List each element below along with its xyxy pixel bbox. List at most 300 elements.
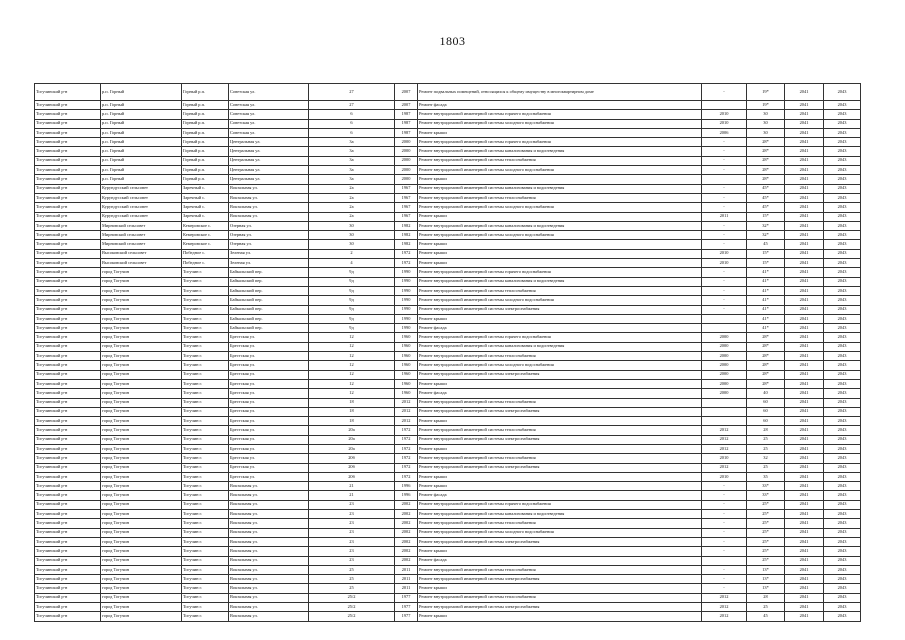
cell-build-year: 1972: [395, 463, 418, 472]
cell-work-type: Ремонт внутридомовой инженерной системы канализования и водоотведения: [418, 342, 702, 351]
cell-work-type: Ремонт внутридомовой инженерной системы теплоснабжения: [418, 593, 702, 602]
cell-plan-end-year: 2043: [824, 584, 861, 593]
table-row: [35, 556, 861, 565]
table-row: [35, 305, 861, 314]
cell-district: Тогучинский р-н: [35, 193, 101, 202]
cell-wear-percent: 19*: [747, 101, 785, 110]
cell-build-year: 1967: [395, 203, 418, 212]
cell-municipality: р.п. Горный: [101, 128, 182, 137]
cell-wear-percent: 28*: [747, 147, 785, 156]
cell-plan-end-year: 2043: [824, 417, 861, 426]
cell-build-year: 1960: [395, 389, 418, 398]
cell-settlement: Тогучин г.: [182, 342, 229, 351]
cell-district: Тогучинский р-н: [35, 277, 101, 286]
cell-wear-percent: 25: [747, 603, 785, 612]
cell-last-repair-year: -: [702, 547, 747, 556]
table-row: [35, 565, 861, 574]
cell-build-year: 1960: [395, 333, 418, 342]
cell-municipality: р.п. Горный: [101, 175, 182, 184]
cell-wear-percent: 25*: [747, 547, 785, 556]
cell-district: Тогучинский р-н: [35, 482, 101, 491]
cell-build-year: 2012: [395, 407, 418, 416]
cell-district: Тогучинский р-н: [35, 184, 101, 193]
cell-work-type: Ремонт внутридомовой инженерной системы теплоснабжения: [418, 454, 702, 463]
cell-municipality: город Тогучин: [101, 314, 182, 323]
cell-municipality: Высоковский сельсовет: [101, 249, 182, 258]
cell-wear-percent: 40: [747, 389, 785, 398]
cell-plan-end-year: 2043: [824, 528, 861, 537]
cell-build-year: 1982: [395, 240, 418, 249]
cell-house-number: 20а: [309, 435, 395, 444]
cell-work-type: Ремонт внутридомовой инженерной системы теплоснабжения: [418, 193, 702, 202]
cell-build-year: 1960: [395, 379, 418, 388]
cell-wear-percent: 60: [747, 417, 785, 426]
table-row: [35, 379, 861, 388]
cell-municipality: город Тогучин: [101, 565, 182, 574]
cell-plan-start-year: 2041: [785, 286, 824, 295]
cell-municipality: город Тогучин: [101, 286, 182, 295]
cell-district: Тогучинский р-н: [35, 231, 101, 240]
cell-plan-end-year: 2043: [824, 259, 861, 268]
cell-street: Вокзальная ул.: [229, 500, 309, 509]
cell-wear-percent: 45: [747, 612, 785, 621]
cell-work-type: Ремонт внутридомовой инженерной системы теплоснабжения: [418, 398, 702, 407]
cell-street: Байкальский пер.: [229, 268, 309, 277]
cell-work-type: Ремонт внутридомовой инженерной системы электроснабжения: [418, 463, 702, 472]
cell-district: Тогучинский р-н: [35, 333, 101, 342]
cell-municipality: город Тогучин: [101, 575, 182, 584]
cell-municipality: город Тогучин: [101, 296, 182, 305]
cell-municipality: город Тогучин: [101, 379, 182, 388]
cell-district: Тогучинский р-н: [35, 435, 101, 444]
cell-district: Тогучинский р-н: [35, 575, 101, 584]
cell-plan-end-year: 2043: [824, 249, 861, 258]
cell-plan-end-year: 2043: [824, 463, 861, 472]
cell-house-number: 3а: [309, 147, 395, 156]
cell-settlement: Победное с.: [182, 249, 229, 258]
cell-settlement: Тогучин г.: [182, 370, 229, 379]
cell-plan-start-year: 2041: [785, 398, 824, 407]
cell-municipality: р.п. Горный: [101, 147, 182, 156]
cell-build-year: 2012: [395, 417, 418, 426]
page-number: 1803: [439, 34, 466, 48]
cell-settlement: Горный р.п.: [182, 166, 229, 175]
cell-plan-start-year: 2041: [785, 212, 824, 221]
cell-municipality: город Тогучин: [101, 491, 182, 500]
cell-house-number: 20б: [309, 472, 395, 481]
cell-settlement: Тогучин г.: [182, 491, 229, 500]
table-row: [35, 342, 861, 351]
cell-plan-end-year: 2043: [824, 184, 861, 193]
cell-build-year: 1982: [395, 231, 418, 240]
cell-wear-percent: 13*: [747, 565, 785, 574]
cell-settlement: Заречный с.: [182, 193, 229, 202]
cell-last-repair-year: -: [702, 482, 747, 491]
cell-build-year: 2002: [395, 500, 418, 509]
cell-plan-start-year: 2041: [785, 138, 824, 147]
cell-house-number: 25/2: [309, 612, 395, 621]
table-row: [35, 286, 861, 295]
cell-plan-end-year: 2043: [824, 361, 861, 370]
cell-district: Тогучинский р-н: [35, 463, 101, 472]
cell-plan-start-year: 2041: [785, 156, 824, 165]
cell-work-type: Ремонт внутридомовой инженерной системы электроснабжения: [418, 575, 702, 584]
cell-settlement: Тогучин г.: [182, 547, 229, 556]
cell-settlement: Заречный с.: [182, 184, 229, 193]
cell-build-year: 1977: [395, 603, 418, 612]
cell-plan-end-year: 2043: [824, 500, 861, 509]
cell-municipality: город Тогучин: [101, 547, 182, 556]
cell-wear-percent: 32: [747, 454, 785, 463]
table-row: [35, 361, 861, 370]
cell-work-type: Ремонт крыши: [418, 547, 702, 556]
cell-settlement: Кемеровское с.: [182, 221, 229, 230]
cell-wear-percent: 30: [747, 128, 785, 137]
table-row: [35, 482, 861, 491]
cell-build-year: 1996: [395, 491, 418, 500]
cell-build-year: 1990: [395, 268, 418, 277]
cell-district: Тогучинский р-н: [35, 361, 101, 370]
cell-street: Вокзальная ул.: [229, 612, 309, 621]
cell-work-type: Ремонт внутридомовой инженерной системы горячего водоснабжения: [418, 333, 702, 342]
table-row: [35, 612, 861, 621]
cell-plan-end-year: 2043: [824, 203, 861, 212]
cell-house-number: 21: [309, 491, 395, 500]
cell-build-year: 2002: [395, 547, 418, 556]
cell-wear-percent: 41*: [747, 286, 785, 295]
cell-build-year: 1982: [395, 221, 418, 230]
cell-municipality: город Тогучин: [101, 268, 182, 277]
cell-municipality: город Тогучин: [101, 593, 182, 602]
cell-plan-start-year: 2041: [785, 547, 824, 556]
table-row: [35, 463, 861, 472]
cell-district: Тогучинский р-н: [35, 101, 101, 110]
cell-build-year: 2000: [395, 166, 418, 175]
cell-house-number: 3а: [309, 138, 395, 147]
cell-work-type: Ремонт внутридомовой инженерной системы канализования и водоотведения: [418, 510, 702, 519]
cell-house-number: 3а: [309, 156, 395, 165]
cell-work-type: Ремонт крыши: [418, 379, 702, 388]
cell-district: Тогучинский р-н: [35, 426, 101, 435]
cell-build-year: 1972: [395, 249, 418, 258]
cell-last-repair-year: 2010: [702, 259, 747, 268]
cell-wear-percent: 41*: [747, 277, 785, 286]
cell-last-repair-year: -: [702, 268, 747, 277]
table-row: [35, 184, 861, 193]
cell-plan-start-year: 2041: [785, 231, 824, 240]
cell-build-year: 1972: [395, 472, 418, 481]
cell-municipality: город Тогучин: [101, 510, 182, 519]
cell-wear-percent: 25*: [747, 519, 785, 528]
cell-house-number: 18: [309, 417, 395, 426]
cell-wear-percent: 25: [747, 435, 785, 444]
table-row: [35, 417, 861, 426]
cell-district: Тогучинский р-н: [35, 147, 101, 156]
cell-last-repair-year: 2000: [702, 333, 747, 342]
cell-last-repair-year: -: [702, 575, 747, 584]
cell-plan-start-year: 2041: [785, 119, 824, 128]
cell-street: Брестская ул.: [229, 398, 309, 407]
cell-work-type: Ремонт фасада: [418, 389, 702, 398]
cell-street: Брестская ул.: [229, 379, 309, 388]
cell-house-number: 30: [309, 221, 395, 230]
cell-work-type: Ремонт внутридомовой инженерной системы холодного водоснабжения: [418, 231, 702, 240]
cell-plan-end-year: 2043: [824, 119, 861, 128]
cell-wear-percent: 15*: [747, 212, 785, 221]
cell-work-type: Ремонт крыши: [418, 175, 702, 184]
cell-municipality: город Тогучин: [101, 537, 182, 546]
cell-plan-start-year: 2041: [785, 193, 824, 202]
cell-wear-percent: 25*: [747, 556, 785, 565]
cell-municipality: город Тогучин: [101, 370, 182, 379]
cell-street: Советская ул.: [229, 101, 309, 110]
cell-work-type: Ремонт фасада: [418, 324, 702, 333]
cell-settlement: Победное с.: [182, 259, 229, 268]
cell-build-year: 2000: [395, 175, 418, 184]
cell-plan-end-year: 2043: [824, 612, 861, 621]
cell-plan-end-year: 2043: [824, 454, 861, 463]
cell-work-type: Ремонт внутридомовой инженерной системы теплоснабжения: [418, 286, 702, 295]
cell-build-year: 2011: [395, 565, 418, 574]
cell-plan-end-year: 2043: [824, 286, 861, 295]
cell-house-number: 9д: [309, 296, 395, 305]
cell-plan-end-year: 2043: [824, 314, 861, 323]
cell-build-year: 1977: [395, 612, 418, 621]
cell-plan-start-year: 2041: [785, 472, 824, 481]
cell-last-repair-year: -: [702, 231, 747, 240]
cell-last-repair-year: 2006: [702, 128, 747, 137]
cell-work-type: Ремонт внутридомовой инженерной системы теплоснабжения: [418, 352, 702, 361]
cell-last-repair-year: -: [702, 491, 747, 500]
cell-district: Тогучинский р-н: [35, 491, 101, 500]
cell-district: Тогучинский р-н: [35, 556, 101, 565]
cell-last-repair-year: 2010: [702, 454, 747, 463]
cell-last-repair-year: 2011: [702, 212, 747, 221]
cell-district: Тогучинский р-н: [35, 138, 101, 147]
cell-street: Вокзальная ул.: [229, 491, 309, 500]
cell-last-repair-year: [702, 398, 747, 407]
cell-plan-start-year: 2041: [785, 277, 824, 286]
cell-wear-percent: 30: [747, 110, 785, 119]
cell-plan-end-year: 2043: [824, 101, 861, 110]
cell-plan-start-year: 2041: [785, 500, 824, 509]
cell-municipality: город Тогучин: [101, 444, 182, 453]
cell-settlement: Тогучин г.: [182, 472, 229, 481]
table-row: [35, 166, 861, 175]
cell-build-year: 1972: [395, 259, 418, 268]
cell-plan-start-year: 2041: [785, 166, 824, 175]
cell-last-repair-year: -: [702, 500, 747, 509]
cell-street: Байкальский пер.: [229, 296, 309, 305]
cell-build-year: 2012: [395, 398, 418, 407]
cell-plan-end-year: 2043: [824, 156, 861, 165]
cell-plan-end-year: 2043: [824, 333, 861, 342]
cell-plan-end-year: 2043: [824, 426, 861, 435]
cell-plan-end-year: 2043: [824, 138, 861, 147]
table-row: [35, 268, 861, 277]
cell-house-number: 3а: [309, 166, 395, 175]
cell-district: Тогучинский р-н: [35, 128, 101, 137]
cell-wear-percent: 28: [747, 426, 785, 435]
cell-municipality: р.п. Горный: [101, 110, 182, 119]
cell-plan-start-year: 2041: [785, 528, 824, 537]
cell-municipality: Мирновский сельсовет: [101, 231, 182, 240]
table-row: [35, 212, 861, 221]
cell-settlement: Тогучин г.: [182, 612, 229, 621]
cell-district: Тогучинский р-н: [35, 584, 101, 593]
cell-house-number: 23: [309, 556, 395, 565]
cell-wear-percent: 41*: [747, 268, 785, 277]
cell-build-year: 1960: [395, 342, 418, 351]
cell-last-repair-year: -: [702, 203, 747, 212]
cell-settlement: Горный р.п.: [182, 138, 229, 147]
cell-plan-end-year: 2043: [824, 519, 861, 528]
cell-plan-end-year: 2043: [824, 166, 861, 175]
cell-house-number: 9д: [309, 286, 395, 295]
cell-last-repair-year: 2000: [702, 370, 747, 379]
cell-plan-start-year: 2041: [785, 370, 824, 379]
cell-wear-percent: 41*: [747, 296, 785, 305]
cell-street: Байкальский пер.: [229, 314, 309, 323]
cell-district: Тогучинский р-н: [35, 305, 101, 314]
table-row: [35, 314, 861, 323]
table-row: [35, 324, 861, 333]
cell-work-type: Ремонт внутридомовой инженерной системы холодного водоснабжения: [418, 361, 702, 370]
cell-work-type: Ремонт внутридомовой инженерной системы канализования и водоотведения: [418, 221, 702, 230]
table-row: [35, 175, 861, 184]
cell-settlement: Тогучин г.: [182, 482, 229, 491]
cell-municipality: город Тогучин: [101, 361, 182, 370]
cell-settlement: Тогучин г.: [182, 519, 229, 528]
cell-plan-end-year: 2043: [824, 128, 861, 137]
cell-street: Вокзальная ул.: [229, 537, 309, 546]
cell-district: Тогучинский р-н: [35, 379, 101, 388]
cell-municipality: р.п. Горный: [101, 119, 182, 128]
cell-wear-percent: 32*: [747, 231, 785, 240]
cell-work-type: Ремонт внутридомовой инженерной системы канализования и водоотведения: [418, 147, 702, 156]
cell-plan-start-year: 2041: [785, 435, 824, 444]
cell-plan-end-year: 2043: [824, 537, 861, 546]
cell-build-year: 1967: [395, 184, 418, 193]
cell-house-number: 25/2: [309, 593, 395, 602]
cell-district: Тогучинский р-н: [35, 352, 101, 361]
cell-plan-end-year: 2043: [824, 565, 861, 574]
cell-wear-percent: 45: [747, 240, 785, 249]
cell-wear-percent: 25: [747, 463, 785, 472]
cell-settlement: Тогучин г.: [182, 268, 229, 277]
cell-municipality: город Тогучин: [101, 612, 182, 621]
cell-last-repair-year: 2012: [702, 593, 747, 602]
cell-last-repair-year: -: [702, 305, 747, 314]
cell-plan-end-year: 2043: [824, 342, 861, 351]
cell-house-number: 6: [309, 128, 395, 137]
cell-district: Тогучинский р-н: [35, 240, 101, 249]
cell-build-year: 2007: [395, 84, 418, 101]
cell-street: Советская ул.: [229, 128, 309, 137]
cell-house-number: 25: [309, 565, 395, 574]
cell-build-year: 1960: [395, 361, 418, 370]
cell-build-year: 1987: [395, 119, 418, 128]
cell-settlement: Тогучин г.: [182, 435, 229, 444]
cell-settlement: Кемеровское с.: [182, 240, 229, 249]
cell-district: Тогучинский р-н: [35, 324, 101, 333]
cell-last-repair-year: -: [702, 138, 747, 147]
cell-street: Центральная ул.: [229, 138, 309, 147]
table-row: [35, 249, 861, 258]
cell-last-repair-year: [702, 417, 747, 426]
cell-settlement: Горный р.п.: [182, 147, 229, 156]
cell-wear-percent: 15*: [747, 259, 785, 268]
cell-last-repair-year: 2000: [702, 342, 747, 351]
cell-work-type: Ремонт внутридомовой инженерной системы электроснабжения: [418, 305, 702, 314]
cell-build-year: 2002: [395, 510, 418, 519]
cell-plan-end-year: 2043: [824, 277, 861, 286]
cell-last-repair-year: 2012: [702, 463, 747, 472]
cell-work-type: Ремонт внутридомовой инженерной системы канализования и водоотведения: [418, 184, 702, 193]
cell-district: Тогучинский р-н: [35, 110, 101, 119]
cell-work-type: Ремонт внутридомовой инженерной системы холодного водоснабжения: [418, 528, 702, 537]
cell-plan-end-year: 2043: [824, 491, 861, 500]
cell-district: Тогучинский р-н: [35, 212, 101, 221]
cell-municipality: город Тогучин: [101, 277, 182, 286]
cell-plan-start-year: 2041: [785, 510, 824, 519]
cell-build-year: 1960: [395, 370, 418, 379]
cell-settlement: Тогучин г.: [182, 352, 229, 361]
cell-plan-end-year: 2043: [824, 175, 861, 184]
cell-wear-percent: 28: [747, 593, 785, 602]
cell-municipality: город Тогучин: [101, 407, 182, 416]
cell-work-type: Ремонт внутридомовой инженерной системы холодного водоснабжения: [418, 203, 702, 212]
cell-build-year: 1972: [395, 454, 418, 463]
cell-work-type: Ремонт крыши: [418, 472, 702, 481]
cell-plan-start-year: 2041: [785, 175, 824, 184]
cell-build-year: 2002: [395, 528, 418, 537]
cell-plan-end-year: 2043: [824, 305, 861, 314]
cell-settlement: Заречный с.: [182, 212, 229, 221]
cell-plan-end-year: 2043: [824, 398, 861, 407]
cell-district: Тогучинский р-н: [35, 565, 101, 574]
cell-street: Брестская ул.: [229, 472, 309, 481]
cell-plan-end-year: 2043: [824, 510, 861, 519]
cell-house-number: 9д: [309, 268, 395, 277]
cell-district: Тогучинский р-н: [35, 156, 101, 165]
cell-district: Тогучинский р-н: [35, 389, 101, 398]
cell-district: Тогучинский р-н: [35, 249, 101, 258]
cell-house-number: 27: [309, 84, 395, 101]
cell-plan-start-year: 2041: [785, 101, 824, 110]
cell-municipality: город Тогучин: [101, 603, 182, 612]
cell-work-type: Ремонт внутридомовой инженерной системы электроснабжения: [418, 407, 702, 416]
cell-settlement: Тогучин г.: [182, 556, 229, 565]
table-row: [35, 510, 861, 519]
cell-municipality: р.п. Горный: [101, 101, 182, 110]
cell-house-number: 18: [309, 398, 395, 407]
cell-last-repair-year: -: [702, 240, 747, 249]
cell-last-repair-year: 2010: [702, 249, 747, 258]
cell-settlement: Тогучин г.: [182, 603, 229, 612]
cell-last-repair-year: [702, 407, 747, 416]
cell-district: Тогучинский р-н: [35, 444, 101, 453]
cell-wear-percent: 28*: [747, 379, 785, 388]
cell-street: Брестская ул.: [229, 370, 309, 379]
cell-wear-percent: 30: [747, 119, 785, 128]
cell-house-number: 23: [309, 510, 395, 519]
table-row: [35, 101, 861, 110]
cell-district: Тогучинский р-н: [35, 314, 101, 323]
cell-work-type: Ремонт крыши: [418, 612, 702, 621]
cell-work-type: Ремонт крыши: [418, 417, 702, 426]
cell-wear-percent: 60: [747, 398, 785, 407]
